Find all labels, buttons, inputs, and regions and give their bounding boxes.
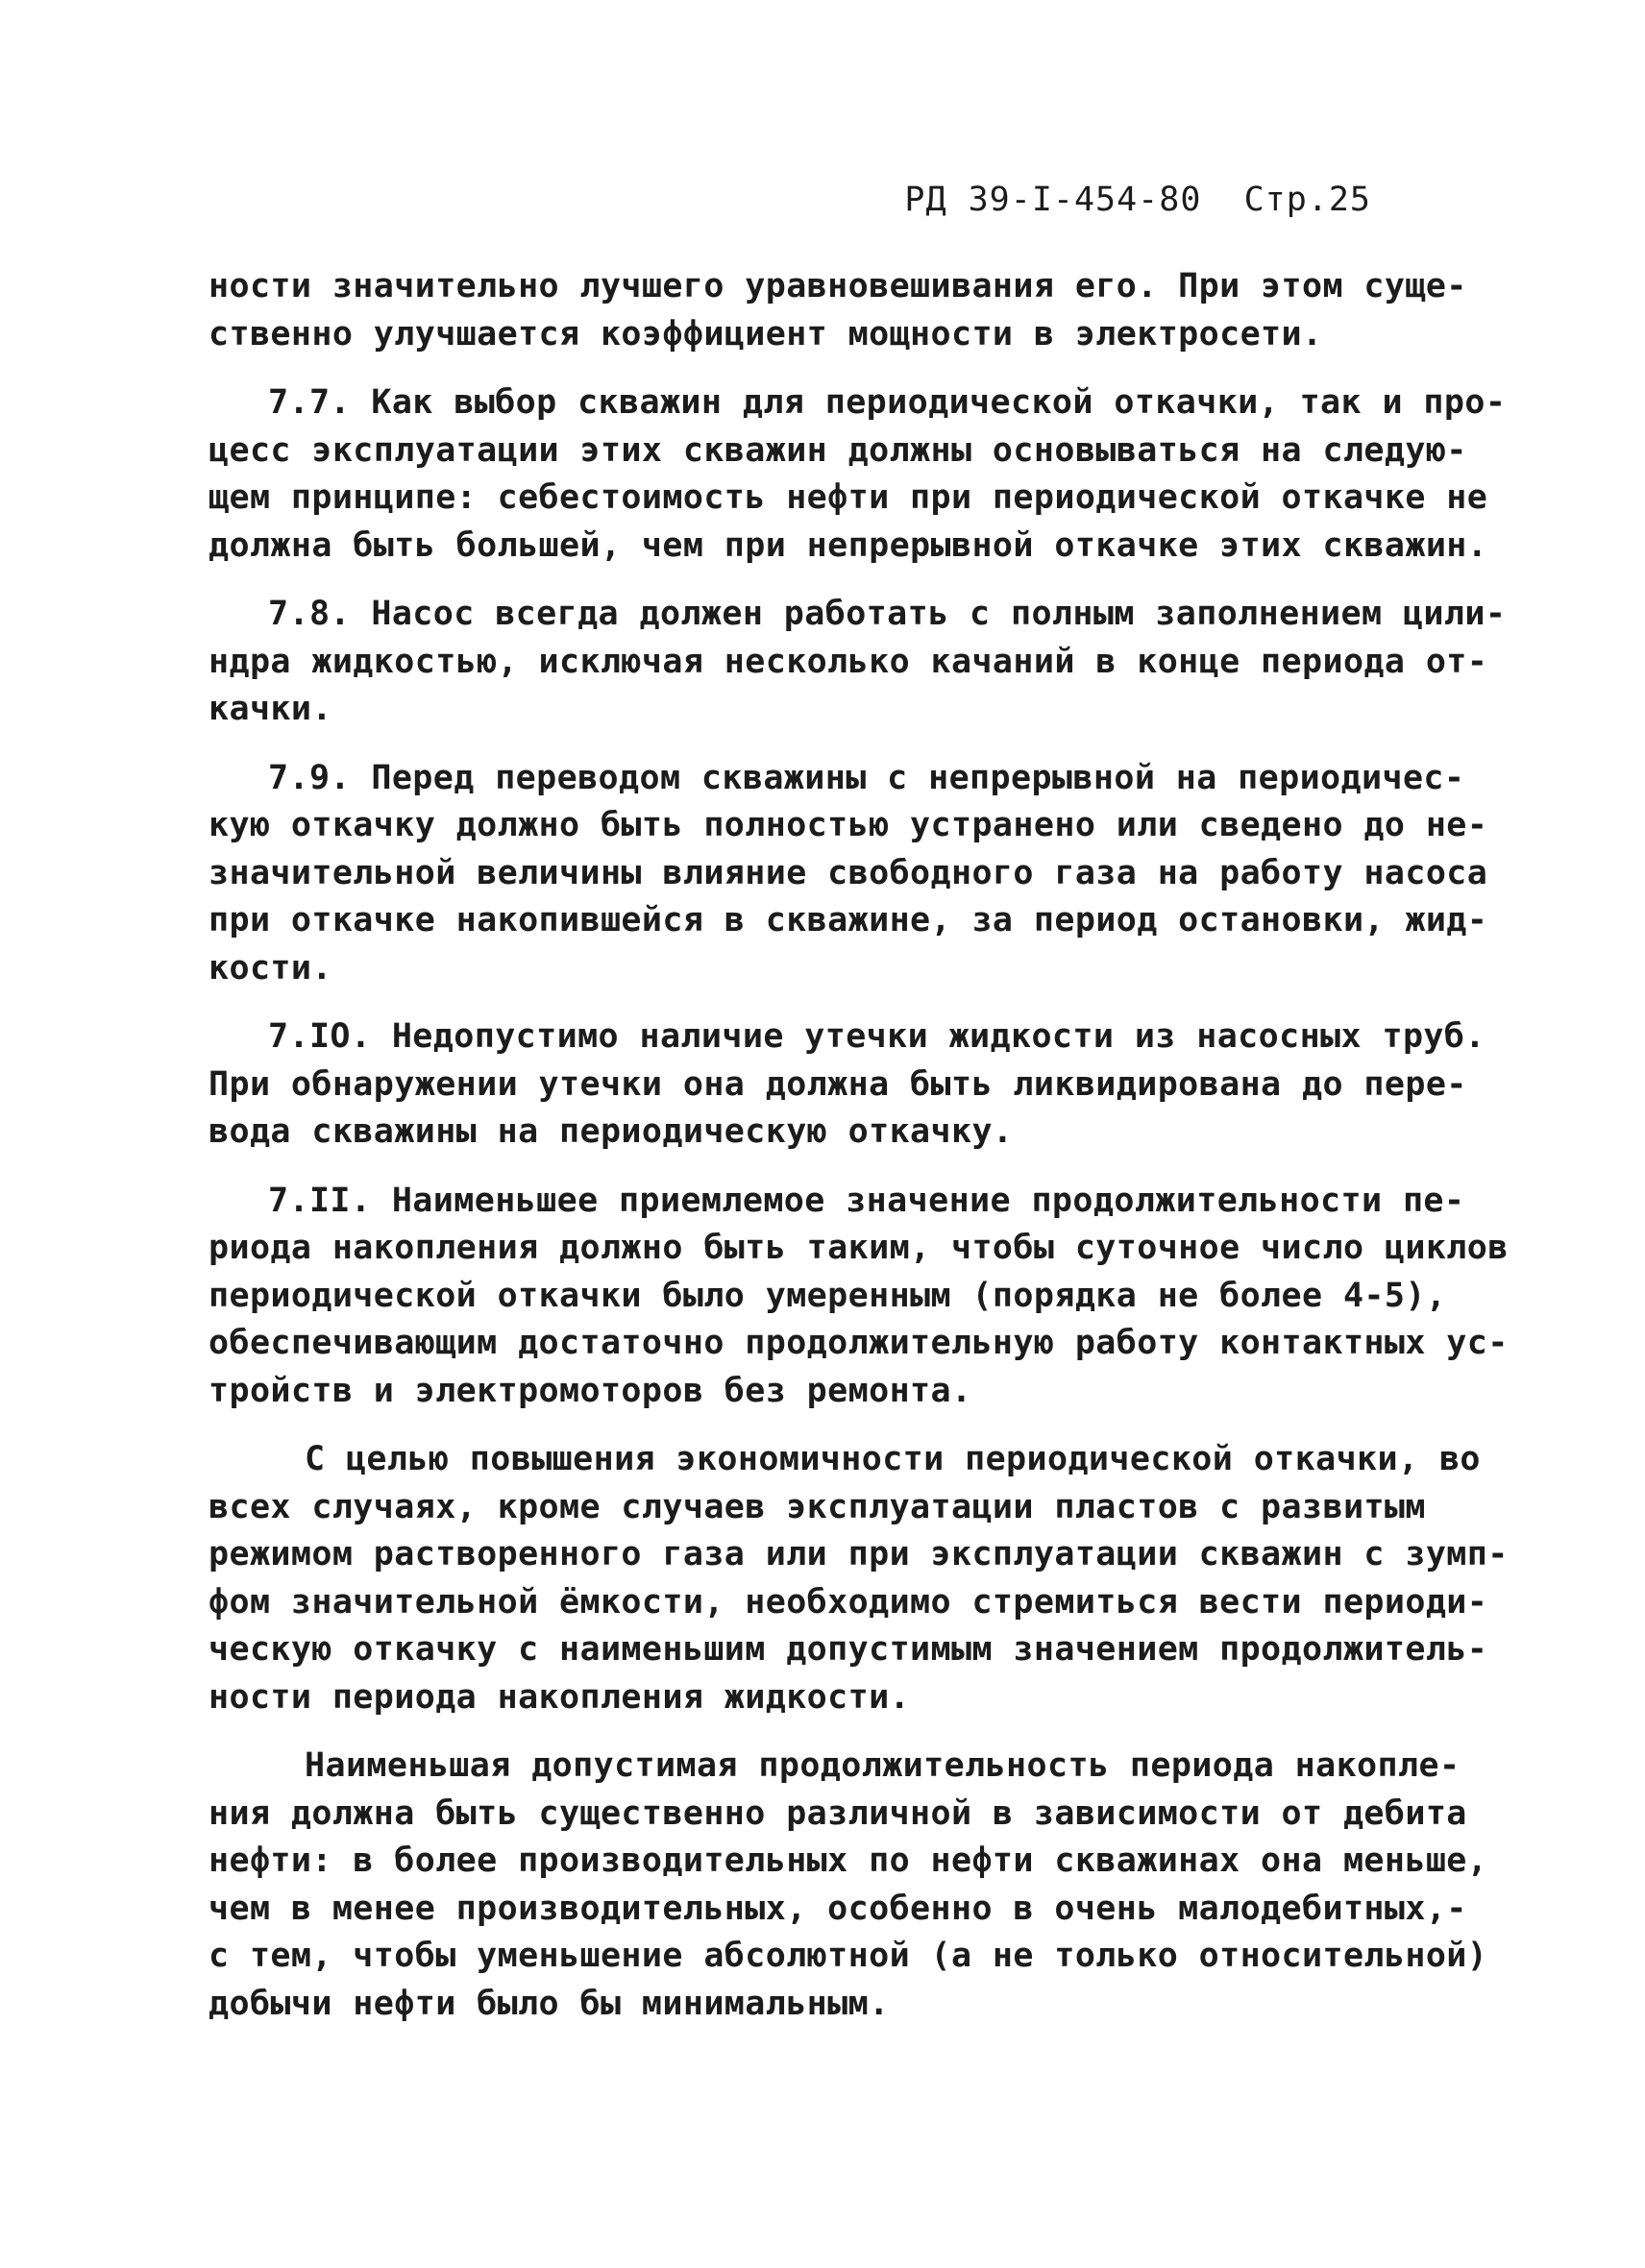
text-line: ности периода накопления жидкости. — [209, 1677, 911, 1717]
text-line: при откачке накопившейся в скважине, за период остановки, жид- — [209, 901, 1488, 939]
text-line: При обнаружении утечки она должна быть ликвидирована до пере- — [209, 1064, 1467, 1104]
text-line: ности значительно лучшего уравновешивания его. При этом суще- — [209, 267, 1467, 305]
text-line: ственно улучшается коэффициент мощности в электросети. — [209, 314, 1323, 354]
text-line: вода скважины на периодическую откачку. — [209, 1112, 1014, 1151]
text-line: 7.7. Как выбор скважин для периодической откачки, так и про- — [268, 383, 1507, 422]
text-line: 7.IO. Недопустимо наличие утечки жидкости из насосных труб. — [268, 1017, 1485, 1056]
text-line: режимом растворенного газа или при эксплуатации скважин с зумп- — [209, 1535, 1509, 1573]
text-line: кую откачку должно быть полностью устранено или сведено до не- — [209, 806, 1488, 844]
text-line: 7.II. Наименьшее приемлемое значение продолжительности пе- — [268, 1181, 1465, 1220]
text-line: ческую откачку с наименьшим допустимым значением продолжитель- — [209, 1630, 1488, 1669]
paragraph-minimum-duration — [209, 1743, 1488, 2028]
document-code: РД 39-I-454-80 — [904, 181, 1202, 219]
paragraph-7-10 — [209, 1013, 1485, 1157]
text-line: Наименьшая допустимая продолжительность периода накопле- — [305, 1746, 1461, 1785]
paragraph-continuation — [209, 263, 1467, 358]
text-line: значительной величины влияние свободного газа на работу насоса — [209, 853, 1488, 892]
text-line: С целью повышения экономичности периодической откачки, во — [305, 1440, 1481, 1478]
text-line: качки. — [209, 690, 332, 728]
text-line: ния должна быть существенно различной в зависимости от дебита — [209, 1793, 1467, 1833]
text-line: добычи нефти было бы минимальным. — [209, 1984, 890, 2023]
text-line: ндра жидкостью, исключая несколько качаний в конце периода от- — [209, 642, 1488, 681]
paragraph-7-8 — [209, 591, 1507, 734]
text-line: щем принципе: себестоимость нефти при периодической откачке не — [209, 478, 1488, 517]
paragraph-7-11 — [209, 1178, 1509, 1416]
text-line: кости. — [209, 948, 332, 988]
text-line: цесс эксплуатации этих скважин должны основываться на следую- — [209, 430, 1467, 470]
paragraph-7-7 — [209, 379, 1507, 570]
text-line: с тем, чтобы уменьшение абсолютной (а не только относительной) — [209, 1937, 1488, 1975]
page-header — [904, 181, 1371, 219]
page-number: Стр.25 — [1243, 181, 1371, 219]
text-line: чем в менее производительных, особенно в очень малодебитных,- — [209, 1889, 1467, 1928]
text-line: обеспечивающим достаточно продолжительную работу контактных ус- — [209, 1324, 1509, 1362]
text-line: риода накопления должно быть таким, чтобы суточное число циклов — [209, 1229, 1509, 1267]
text-line: 7.9. Перед переводом скважины с непрерывной на периодичес- — [268, 758, 1465, 797]
text-line: фом значительной ёмкости, необходимо стремиться вести периоди- — [209, 1582, 1488, 1622]
text-line: всех случаях, кроме случаев эксплуатации пластов с развитым — [209, 1487, 1426, 1526]
text-line: нефти: в более производительных по нефти скважинах она меньше, — [209, 1841, 1488, 1880]
text-line: должна быть большей, чем при непрерывной откачке этих скважин. — [209, 525, 1488, 565]
text-line: тройств и электромоторов без ремонта. — [209, 1371, 972, 1410]
paragraph-economy — [209, 1436, 1509, 1721]
paragraph-7-9 — [209, 755, 1488, 993]
text-line: периодической откачки было умеренным (порядка не более 4-5), — [209, 1276, 1447, 1315]
body-text — [209, 263, 1509, 2049]
text-line: 7.8. Насос всегда должен работать с полным заполнением цили- — [268, 595, 1507, 633]
